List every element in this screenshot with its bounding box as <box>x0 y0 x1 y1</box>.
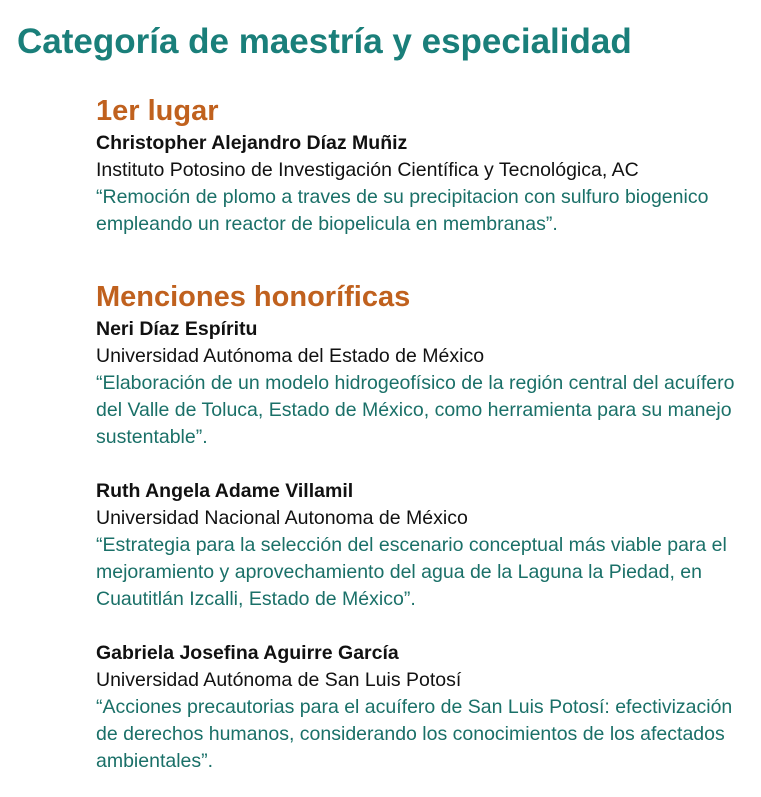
mention-project-title: “Acciones precautorias para el acuífero de San Luis Potosí: efectivización de derechos humanos, considerando los conocimientos de los afectados ambientales”. <box>96 696 733 772</box>
mention-entry <box>96 640 746 775</box>
first-place-heading: 1er lugar <box>96 95 219 127</box>
winner-name: Christopher Alejandro Díaz Muñiz <box>96 132 408 154</box>
mention-name: Gabriela Josefina Aguirre García <box>96 642 399 664</box>
mention-name: Ruth Angela Adame Villamil <box>96 480 354 502</box>
entry-spacer <box>96 451 746 478</box>
honorable-mentions-section <box>96 278 746 775</box>
mention-project-title: “Elaboración de un modelo hidrogeofísico de la región central del acuífero del Valle de Toluca, Estado de México, como herramienta para su manejo sustentable”. <box>96 372 735 448</box>
winner-institution: Instituto Potosino de Investigación Científica y Tecnológica, AC <box>96 159 639 181</box>
awards-content <box>96 92 746 775</box>
mention-entry <box>96 316 746 451</box>
mention-institution: Universidad Nacional Autonoma de México <box>96 507 468 529</box>
winner-project-title: “Remoción de plomo a traves de su precipitacion con sulfuro biogenico empleando un reactor de biopelicula en membranas”. <box>96 186 709 235</box>
mention-institution: Universidad Autónoma del Estado de México <box>96 345 485 367</box>
page-title: Categoría de maestría y especialidad <box>17 22 632 61</box>
first-place-section <box>96 92 746 238</box>
mention-name: Neri Díaz Espíritu <box>96 318 258 340</box>
honorable-mentions-heading: Menciones honoríficas <box>96 281 411 313</box>
mention-project-title: “Estrategia para la selección del escenario conceptual más viable para el mejoramiento y aprovechamiento del agua de la Laguna la Piedad, en Cuautitlán Izcalli, Estado de México”. <box>96 534 727 610</box>
mention-institution: Universidad Autónoma de San Luis Potosí <box>96 669 462 691</box>
section-spacer <box>96 238 746 278</box>
entry-spacer <box>96 613 746 640</box>
mention-entry <box>96 478 746 613</box>
